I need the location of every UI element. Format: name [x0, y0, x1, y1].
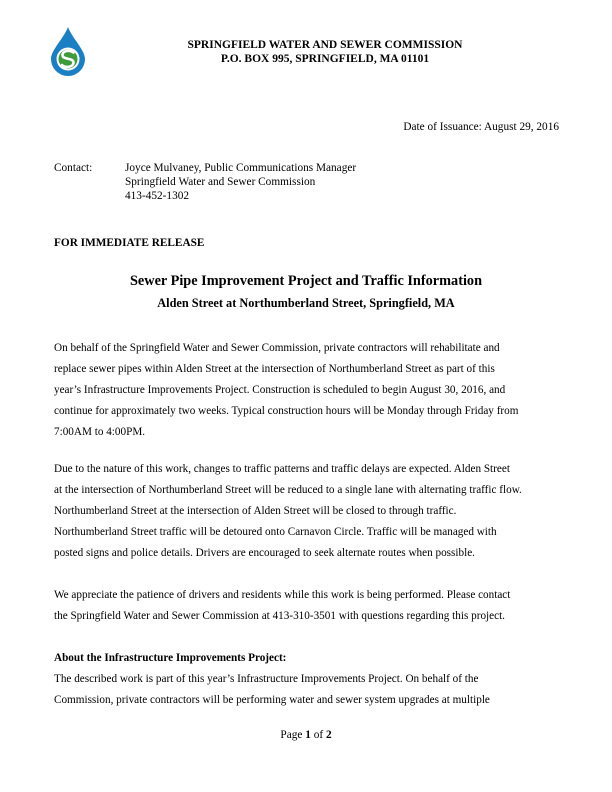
about-section [54, 648, 566, 711]
paragraph-line: Northumberland Street at the intersection of Alden Street will be closed to through traffic. [54, 505, 457, 517]
paragraph-line: Northumberland Street traffic will be detoured onto Carnavon Circle. Traffic will be managed with [54, 526, 497, 538]
paragraph-line: On behalf of the Springfield Water and Sewer Commission, private contractors will rehabilitate and [54, 342, 500, 354]
paragraph-line: continue for approximately two weeks. Typical construction hours will be Monday through Friday from [54, 405, 519, 417]
document-subtitle: Alden Street at Northumberland Street, Springfield, MA [157, 296, 455, 310]
paragraph-line: year’s Infrastructure Improvements Project. Construction is scheduled to begin August 30, 2016, and [54, 384, 506, 396]
paragraph-line: 7:00AM to 4:00PM. [54, 426, 146, 438]
about-line: The described work is part of this year’s Infrastructure Improvements Project. On behalf of the [54, 673, 479, 685]
page-total: 2 [325, 729, 332, 741]
document-title: Sewer Pipe Improvement Project and Traffic Information [129, 273, 483, 289]
about-heading: About the Infrastructure Improvements Project: [54, 652, 287, 664]
contact-line-organization: Springfield Water and Sewer Commission [125, 176, 316, 188]
paragraph-schedule [54, 338, 566, 443]
paragraph-line: posted signs and police details. Drivers are encouraged to seek alternate routes when possible. [54, 547, 475, 559]
water-drop-s-logo-icon [49, 26, 87, 76]
contact-line-phone: 413-452-1302 [125, 190, 190, 202]
of-word: of [313, 729, 324, 741]
paragraph-traffic [54, 459, 566, 564]
page-number [0, 729, 612, 741]
page-current: 1 [305, 729, 311, 741]
paragraph-contact-info [54, 585, 566, 627]
paragraph-line: We appreciate the patience of drivers and residents while this work is being performed. Please contact [54, 589, 511, 601]
contact-label: Contact: [54, 162, 93, 174]
contact-line-name: Joyce Mulvaney, Public Communications Manager [125, 162, 357, 174]
page-word: Page [280, 729, 303, 741]
date-of-issuance: Date of Issuance: August 29, 2016 [403, 121, 559, 133]
about-line: Commission, private contractors will be performing water and sewer system upgrades at multiple [54, 694, 490, 706]
release-label: FOR IMMEDIATE RELEASE [54, 237, 205, 249]
paragraph-line: Due to the nature of this work, changes to traffic patterns and traffic delays are expected. Alden Street [54, 463, 510, 475]
paragraph-line: replace sewer pipes within Alden Street at the intersection of Northumberland Street as part of this [54, 363, 495, 375]
organization-name: SPRINGFIELD WATER AND SEWER COMMISSION [187, 39, 463, 51]
paragraph-line: the Springfield Water and Sewer Commission at 413-310-3501 with questions regarding this project. [54, 610, 505, 622]
organization-address: P.O. BOX 995, SPRINGFIELD, MA 01101 [220, 53, 430, 65]
paragraph-line: at the intersection of Northumberland Street will be reduced to a single lane with alternating traffic flow. [54, 484, 522, 496]
